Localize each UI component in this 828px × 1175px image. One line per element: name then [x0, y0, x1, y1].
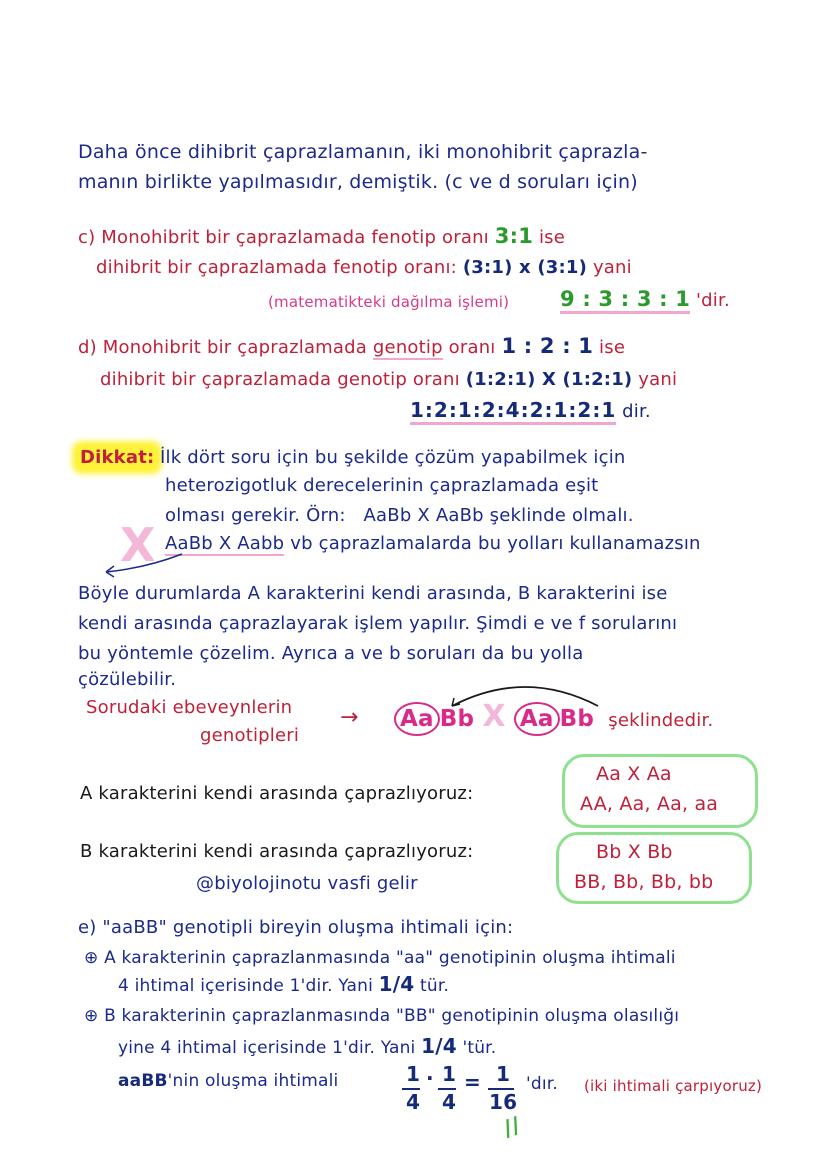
parent1-a: Aa [394, 702, 440, 736]
parents-cross: X [482, 699, 506, 734]
dikkat-label-text: Dikkat: [76, 445, 158, 470]
section-e-p2-line-1 [84, 1004, 679, 1028]
section-e-p1-frac: 1/4 [378, 972, 415, 996]
section-d-result: 1:2:1:2:4:2:1:2:1 [410, 398, 616, 425]
section-c-result-row [560, 287, 730, 313]
frac-2-den: 4 [442, 1090, 457, 1114]
section-c-note: (matematikteki dağılma işlemi) [268, 293, 510, 311]
plus-circle-icon: ⊕ [84, 948, 99, 968]
section-e-p1-line1-text: A karakterinin çaprazlanmasında "aa" genotipinin oluşma ihtimali [104, 948, 676, 968]
cross-b-box-line-1: Bb X Bb [596, 841, 673, 863]
watermark: @biyolojinotu vasfi gelir [196, 873, 418, 894]
method-line-2: kendi arasında çaprazlayarak işlem yapılır. Şimdi e ve f sorularını [78, 613, 678, 634]
section-e-p2-frac: 1/4 [421, 1034, 457, 1058]
section-e-final-text: 'nin oluşma ihtimali [167, 1071, 339, 1091]
parents-suffix: şeklindedir. [608, 710, 714, 731]
plus-circle-icon-2: ⊕ [84, 1006, 99, 1026]
section-d-line-1 [78, 334, 625, 360]
section-c-line1-end: ise [538, 227, 566, 248]
section-d-label: d) [78, 337, 97, 358]
section-d-line1-mid: oranı [448, 337, 496, 358]
section-d-line2-end: yani [638, 369, 678, 390]
section-d-line-2 [100, 368, 677, 392]
section-c-line1-text: Monohibrit bir çaprazlamada fenotip oranı [101, 227, 489, 248]
dikkat-line3-a: olması gerekir. Örn: [165, 505, 346, 526]
section-e-p2-line2-text: yine 4 ihtimal içerisinde 1'dir. Yani [118, 1038, 416, 1058]
section-c-ratio: 3:1 [494, 224, 534, 248]
section-d-line2-text: dihibrit bir çaprazlamada genotip oranı [100, 369, 460, 390]
section-d-result-row [410, 398, 651, 424]
times-dot: · [426, 1066, 434, 1090]
cross-a-box-line-1: Aa X Aa [596, 763, 672, 785]
dikkat-line-2: heterozigotluk derecelerinin çaprazlamada eşit [165, 475, 599, 496]
dikkat-line-4 [165, 532, 701, 556]
frac-3-den: 16 [489, 1090, 518, 1114]
parents-label-2: genotipleri [200, 725, 300, 746]
section-c-result-suffix: 'dir. [696, 290, 730, 311]
section-e-final-note: (iki ihtimali çarpıyoruz) [584, 1077, 763, 1095]
section-e-p2-line-2 [118, 1034, 496, 1060]
method-line-3: bu yöntemle çözelim. Ayrıca a ve b soruları da bu yolla [78, 643, 584, 664]
section-d-line1-text: Monohibrit bir çaprazlamada [102, 337, 367, 358]
dikkat-line-3 [165, 504, 634, 528]
frac-2-num: 1 [442, 1062, 457, 1086]
section-c-line2-end: yani [592, 257, 632, 278]
parents-label-1: Sorudaki ebeveynlerin [86, 697, 293, 718]
frac-1-den: 4 [406, 1090, 421, 1114]
section-d-ratio: 1 : 2 : 1 [501, 334, 594, 358]
section-c-line-2 [96, 256, 632, 280]
section-c-line2-text: dihibrit bir çaprazlamada fenotip oranı: [96, 257, 457, 278]
section-e-final-row [118, 1070, 338, 1092]
intro-line-2: manın birlikte yapılmasıdır, demiştik. (c ve d soruları için) [78, 171, 638, 193]
section-e-final-suffix: 'dır. [526, 1074, 559, 1094]
section-c-formula: (3:1) x (3:1) [462, 257, 588, 278]
dikkat-line4-a: AaBb X Aabb [165, 533, 285, 554]
dikkat-line-1: İlk dört soru için bu şekilde çözüm yapabilmek için [160, 447, 626, 468]
parents-arrow: → [340, 705, 359, 730]
wrong-x-mark: X [120, 518, 156, 572]
parent2-b: Bb [559, 706, 595, 732]
double-underline-mark: // [500, 1112, 525, 1143]
method-line-4: çözülebilir. [78, 669, 177, 690]
frac-3-num: 1 [496, 1062, 511, 1086]
section-e-p1-end: tür. [420, 976, 450, 996]
section-e-p1-line-1 [84, 946, 676, 970]
arrow-down-left-icon [96, 550, 186, 578]
section-e-heading: e) "aaBB" genotipli bireyin oluşma ihtimali için: [78, 917, 514, 938]
section-c-label: c) [78, 227, 96, 248]
parents-row [394, 699, 714, 736]
cross-a-text: A karakterini kendi arasında çaprazlıyoruz: [80, 783, 474, 804]
section-d-genotip-word: genotip [372, 337, 443, 358]
dikkat-label [76, 446, 158, 470]
method-line-1: Böyle durumlarda A karakterini kendi arasında, B karakterini ise [78, 583, 668, 604]
section-c-line-1 [78, 224, 565, 250]
cross-b-text: B karakterini kendi arasında çaprazlıyoruz: [80, 841, 474, 862]
equals-sign: = [464, 1070, 481, 1094]
section-e-p2-line1-text: B karakterinin çaprazlanmasında "BB" genotipinin oluşma olasılığı [104, 1006, 680, 1026]
intro-line-1: Daha önce dihibrit çaprazlamanın, iki monohibrit çaprazla- [78, 141, 648, 163]
cross-b-box-line-2: BB, Bb, Bb, bb [574, 871, 714, 893]
section-e-p1-line-2 [118, 972, 449, 998]
cross-a-box-line-2: AA, Aa, Aa, aa [580, 793, 719, 815]
parent2-a: Aa [514, 702, 560, 736]
dikkat-line3-b: AaBb X AaBb şeklinde olmalı. [363, 505, 634, 526]
dikkat-line4-b: vb çaprazlamalarda bu yolları kullanamazsın [290, 533, 701, 554]
section-c-result: 9 : 3 : 3 : 1 [560, 287, 690, 314]
section-e-p2-end: 'tür. [462, 1038, 497, 1058]
section-e-p1-line2-text: 4 ihtimal içerisinde 1'dir. Yani [118, 976, 374, 996]
section-d-result-suffix: dir. [622, 401, 651, 422]
section-d-line1-end: ise [599, 337, 626, 358]
parent1-b: Bb [439, 706, 475, 732]
frac-1-num: 1 [406, 1062, 421, 1086]
section-d-formula: (1:2:1) X (1:2:1) [465, 369, 633, 390]
section-e-final-genotype: aaBB [118, 1071, 168, 1091]
